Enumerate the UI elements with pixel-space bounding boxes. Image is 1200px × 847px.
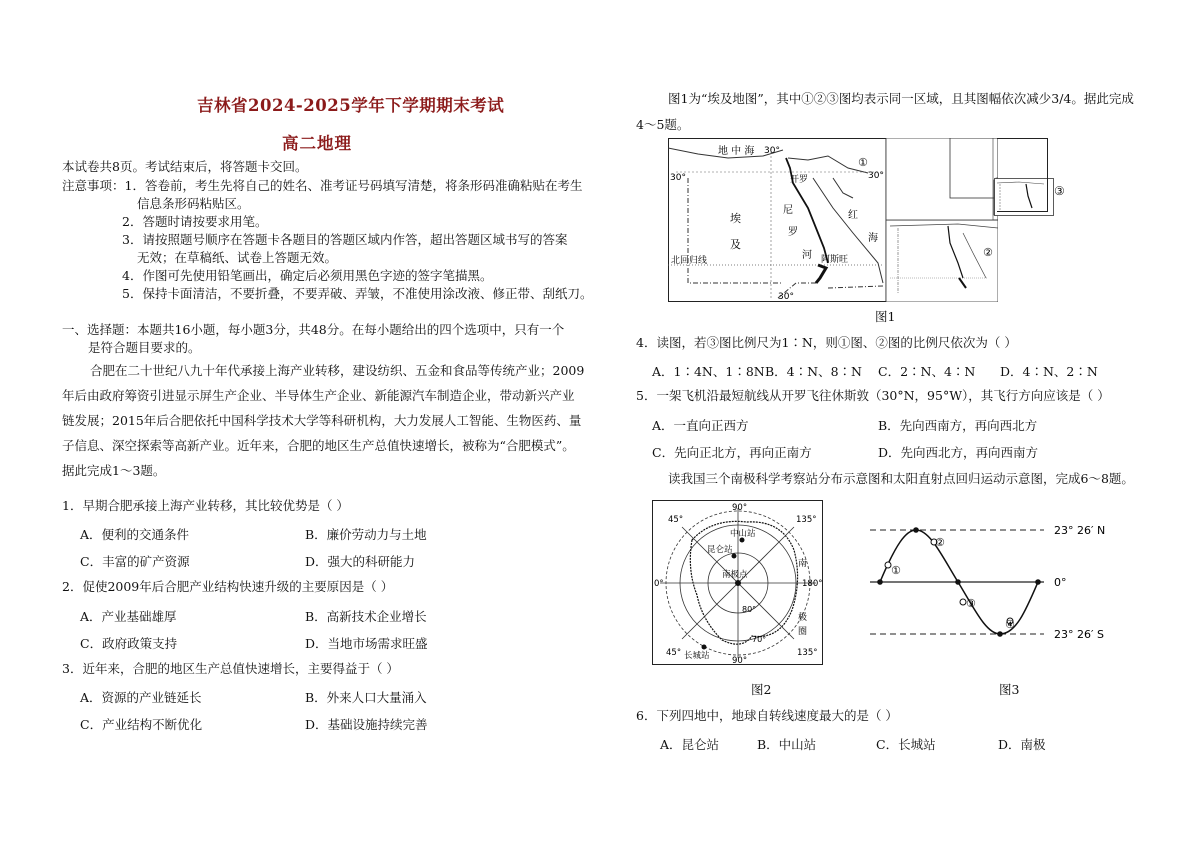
lat-label: 30°	[764, 146, 780, 156]
notes-line: 注意事项：1．答卷前，考生先将自己的姓名、准考证号码填写清楚，将条形码准确粘贴在考生	[62, 178, 583, 193]
map-2	[886, 220, 998, 302]
antarctic-circle-label: 圈	[798, 627, 808, 637]
passage-line: 链发展；2015年后合肥依托中国科学技术大学等科研机构，大力发展人工智能、生物医药、量	[62, 413, 582, 428]
antarctic-circle-label: 极	[798, 613, 808, 623]
egypt-map-figure	[668, 138, 998, 302]
lon-label: 90°	[732, 503, 748, 513]
aswan-label: 阿斯旺	[821, 255, 849, 265]
question-4: 4．读图，若③图比例尺为1∶N，则①图、②图的比例尺依次为（ ）	[636, 335, 1017, 350]
page-title: 吉林省2024-2025学年下学期期末考试	[197, 96, 505, 115]
map-3-marker: ③	[1054, 184, 1065, 198]
changcheng-station-point	[702, 645, 707, 650]
note-3-cont: 无效；在草稿纸、试卷上答题无效。	[137, 250, 338, 265]
fig1-intro: 图1为“埃及地图”，其中①②③图均表示同一区域，且其图幅依次减少3/4。据此完成	[668, 91, 1134, 106]
question-1: 1．早期合肥承接上海产业转移，其比较优势是（ ）	[62, 498, 349, 513]
lat-label: 30°	[868, 171, 884, 181]
map-2-marker: ②	[983, 246, 993, 259]
option-4b: B．4∶N、8∶N	[765, 364, 862, 379]
south-pole-label: 南极点	[722, 570, 748, 580]
option-6d: D．南极	[998, 737, 1046, 752]
option-5c: C．先向正北方，再向正南方	[652, 445, 812, 460]
option-2b: B．高新技术企业增长	[305, 609, 427, 624]
tropic-cancer-label: 23° 26′ N	[1054, 524, 1106, 537]
passage-line: 子信息、深空探索等高新产业。近年来，合肥的地区生产总值快速增长，被称为“合肥模式”。	[62, 438, 575, 453]
passage-line: 年后由政府筹资引进显示屏生产企业、半导体生产企业、新能源汽车制造企业，带动新兴产业	[62, 388, 575, 403]
section-heading: 一、选择题：本题共16小题，每小题3分，共48分。在每小题给出的四个选项中，只有一个	[62, 322, 565, 337]
point-2-label: ②	[935, 536, 945, 549]
option-5b: B．先向西南方，再向西北方	[878, 418, 1038, 433]
figure-3-caption: 图3	[999, 682, 1020, 697]
passage-2: 读我国三个南极科学考察站分布示意图和太阳直射点回归运动示意图，完成6～8题。	[668, 471, 1134, 486]
point-1-label: ①	[891, 564, 901, 577]
question-6: 6．下列四地中，地球自转线速度最大的是（ ）	[636, 708, 898, 723]
option-1b: B．廉价劳动力与土地	[305, 527, 427, 542]
lat-label: 70°	[752, 635, 767, 644]
lon-label: 180°	[802, 579, 823, 589]
option-4c: C．2∶N、4∶N	[878, 364, 976, 379]
option-6b: B．中山站	[757, 737, 817, 752]
page-subtitle: 高二地理	[282, 134, 352, 153]
changcheng-label: 长城站	[684, 651, 710, 661]
lon-label: 0°	[654, 579, 664, 589]
lon-label: 45°	[668, 515, 684, 525]
option-4a: A．1∶4N、1∶8N	[652, 364, 765, 379]
cairo-label: 开罗	[790, 175, 809, 185]
lon-label: 45°	[666, 648, 682, 658]
option-1d: D．强大的科研能力	[305, 554, 416, 569]
nile-label: 罗	[788, 227, 798, 238]
question-3: 3．近年来，合肥的地区生产总值快速增长，主要得益于（ ）	[62, 661, 399, 676]
map-3	[886, 138, 998, 220]
option-3a: A．资源的产业链延长	[80, 690, 202, 705]
figure-2-caption: 图2	[751, 682, 772, 697]
antarctica-figure	[652, 500, 823, 665]
question-5: 5．一架飞机沿最短航线从开罗飞往休斯敦（30°N，95°W），其飞行方向应该是（ ）	[636, 388, 1110, 403]
egypt-label: 埃	[730, 212, 741, 225]
note-3: 3．请按照题号顺序在答题卡各题目的答题区域内作答，超出答题区域书写的答案	[122, 232, 568, 247]
option-1a: A．便利的交通条件	[80, 527, 190, 542]
lat-label: 30°	[670, 173, 686, 183]
kunlun-label: 昆仑站	[707, 545, 733, 555]
map-1-marker: ①	[858, 156, 868, 169]
note-5: 5．保持卡面清洁，不要折叠，不要弄破、弄皱，不准使用涂改液、修正带、刮纸刀。	[122, 286, 593, 301]
figure-1-caption: 图1	[875, 309, 896, 324]
option-6a: A．昆仑站	[660, 737, 720, 752]
option-3b: B．外来人口大量涌入	[305, 690, 427, 705]
equator-label: 0°	[1054, 576, 1067, 589]
fig1-intro-cont: 4～5题。	[636, 117, 690, 132]
lat-label: 30°	[778, 292, 794, 302]
option-4d: D．4∶N、2∶N	[1000, 364, 1098, 379]
passage-line: 合肥在二十世纪八九十年代承接上海产业转移，建设纺织、五金和食品等传统产业；2009	[90, 363, 585, 378]
south-pole-point	[735, 580, 741, 586]
option-6c: C．长城站	[876, 737, 936, 752]
option-3d: D．基础设施持续完善	[305, 717, 428, 732]
option-2d: D．当地市场需求旺盛	[305, 636, 428, 651]
sea-label: 地 中 海	[718, 146, 755, 157]
lon-label: 135°	[797, 648, 818, 658]
option-2c: C．政府政策支持	[80, 636, 178, 651]
nile-label: 尼	[783, 205, 793, 216]
redsea-label: 红	[848, 210, 858, 221]
redsea-label: 海	[868, 233, 878, 244]
note-1-cont: 信息条形码粘贴区。	[137, 196, 250, 211]
antarctic-circle-label: 南	[798, 559, 808, 569]
passage-line: 据此完成1～3题。	[62, 463, 166, 478]
note-2: 2．答题时请按要求用笔。	[122, 214, 268, 229]
tropic-capricorn-label: 23° 26′ S	[1054, 628, 1104, 641]
option-5d: D．先向西北方，再向西南方	[878, 445, 1039, 460]
map-frame	[997, 138, 1048, 212]
tropic-label: 北回归线	[671, 256, 708, 266]
section-heading-cont: 是符合题目要求的。	[88, 340, 201, 355]
point-4-label: ④	[1005, 618, 1015, 631]
option-5a: A．一直向正西方	[652, 418, 749, 433]
nile-label: 河	[802, 250, 812, 261]
zhongshan-label: 中山站	[730, 529, 756, 539]
intro-line: 本试卷共8页。考试结束后，将答题卡交回。	[62, 159, 308, 174]
lon-label: 90°	[732, 656, 748, 665]
note-4: 4．作图可先使用铅笔画出，确定后必须用黑色字迹的签字笔描黑。	[122, 268, 493, 283]
option-1c: C．丰富的矿产资源	[80, 554, 190, 569]
subsolar-point-figure	[868, 518, 1150, 646]
point-3-label: ③	[966, 597, 976, 610]
question-2: 2．促使2009年后合肥产业结构快速升级的主要原因是（ ）	[62, 579, 394, 594]
option-3c: C．产业结构不断优化	[80, 717, 203, 732]
egypt-label: 及	[730, 238, 741, 251]
lat-label: 80°	[742, 605, 757, 614]
option-2a: A．产业基础雄厚	[80, 609, 177, 624]
lon-label: 135°	[796, 515, 817, 525]
